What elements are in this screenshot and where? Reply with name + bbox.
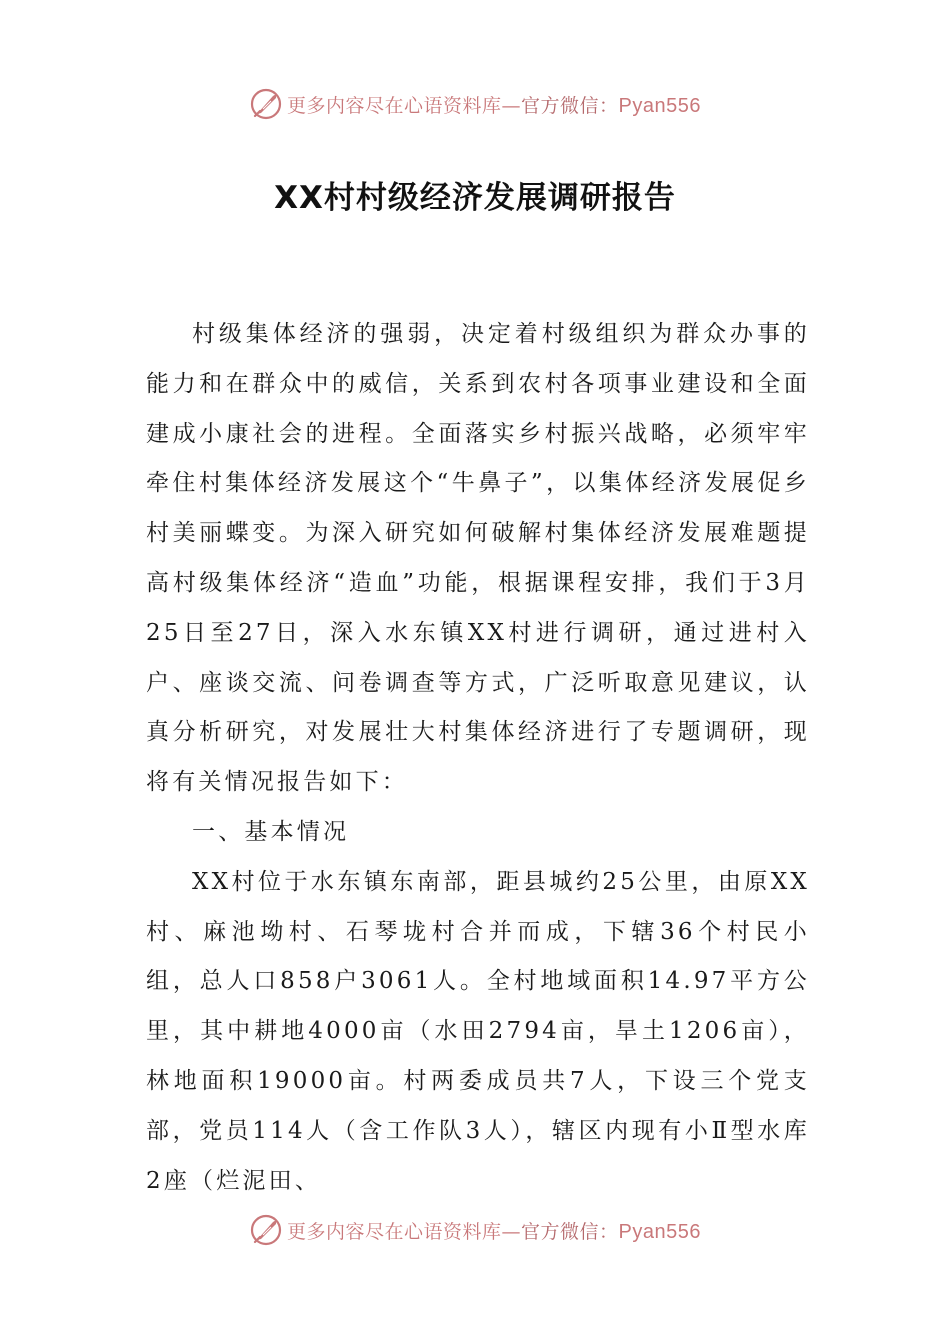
watermark-text: 更多内容尽在心语资料库—官方微信：Pyan556	[287, 94, 701, 117]
footer-watermark	[0, 1210, 950, 1250]
header-watermark	[0, 84, 950, 124]
basic-info-paragraph: XX村位于水东镇东南部，距县城约25公里，由原XX村、麻池坳村、石琴垅村合并而成，下辖36个村民小组，总人口858户3061人。全村地域面积14.97平方公里，其中耕地4000亩（水田2794亩，旱土1206亩），林地面积19000亩。村两委成员共7人，下设三个党支部，党员114人（含工作队3人），辖区内现有小Ⅱ型水库2座（烂泥田、	[146, 868, 810, 1194]
quill-pen-logo-icon	[249, 87, 283, 121]
document-body	[146, 310, 810, 1206]
document-title: XX村村级经济发展调研报告	[274, 180, 676, 216]
watermark-text: 更多内容尽在心语资料库—官方微信：Pyan556	[287, 1220, 701, 1243]
quill-pen-logo-icon	[249, 1213, 283, 1247]
intro-paragraph: 村级集体经济的强弱，决定着村级组织为群众办事的能力和在群众中的威信，关系到农村各项事业建设和全面建成小康社会的进程。全面落实乡村振兴战略，必须牢牢牵住村集体经济发展这个“牛鼻子”，以集体经济发展促乡村美丽蝶变。为深入研究如何破解村集体经济发展难题提高村级集体经济“造血”功能，根据课程安排，我们于3月25日至27日，深入水东镇XX村进行调研，通过进村入户、座谈交流、问卷调查等方式，广泛听取意见建议，认真分析研究，对发展壮大村集体经济进行了专题调研，现将有关情况报告如下：	[146, 321, 810, 796]
section-heading: 一、基本情况	[192, 818, 350, 845]
